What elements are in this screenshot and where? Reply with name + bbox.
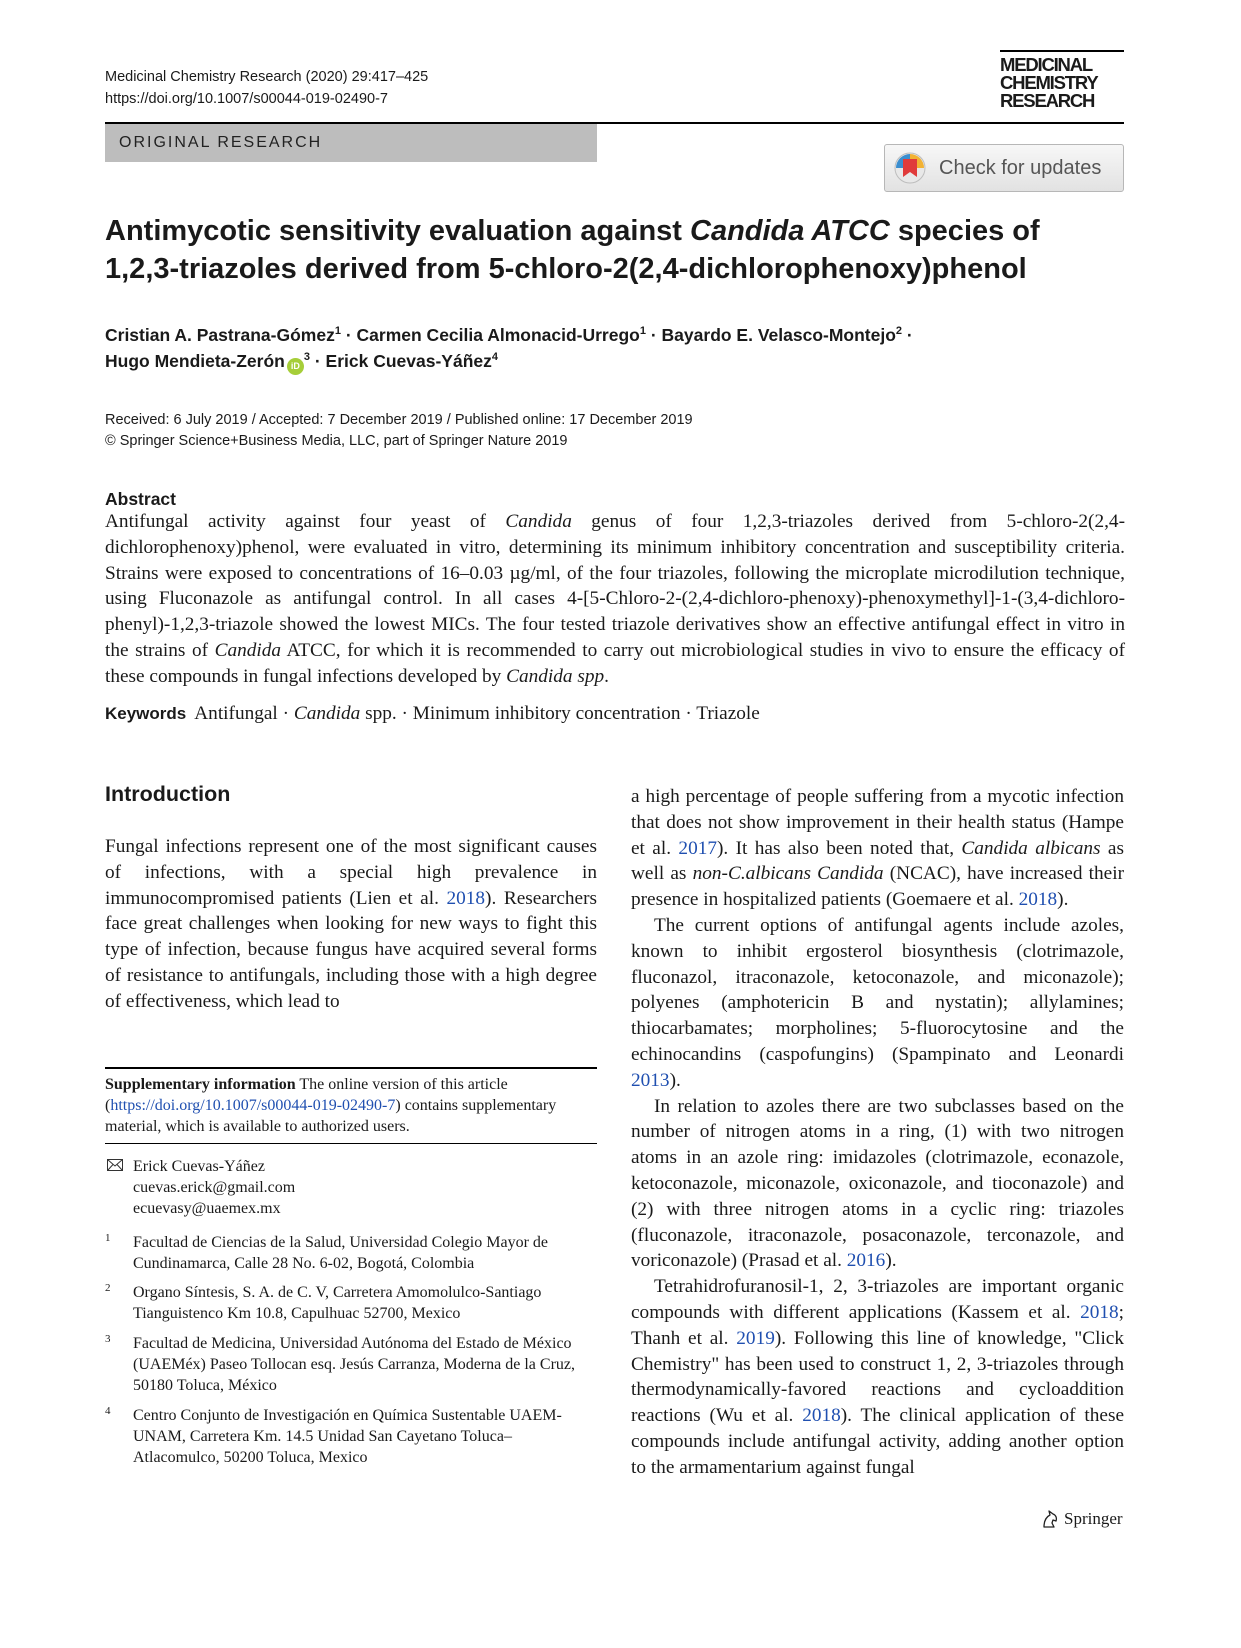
author-name[interactable]: Bayardo E. Velasco-Montejo: [661, 325, 896, 345]
text: ; Thanh et al.: [631, 1301, 1124, 1349]
supplementary-information: [105, 1074, 597, 1137]
keyword: Candida: [293, 703, 361, 724]
publisher-logo: [1040, 1509, 1123, 1529]
contact-email[interactable]: ecuevasy@uaemex.mx: [133, 1200, 281, 1217]
orcid-icon[interactable]: iD: [287, 358, 304, 375]
paragraph: [631, 784, 1124, 913]
affiliation-text: Centro Conjunto de Investigación en Química Sustentable UAEM-UNAM, Carretera Km. 14.5 Unidad San Cayetano Toluca–Atlacomulco, 50200 Toluca, Mexico: [133, 1407, 562, 1466]
publication-dates: [105, 410, 693, 452]
author-name[interactable]: Cristian A. Pastrana-Gómez: [105, 325, 335, 345]
citation-link[interactable]: 2016: [846, 1250, 886, 1272]
citation-link[interactable]: 2018: [1080, 1301, 1119, 1323]
dates-line: Received: 6 July 2019 / Accepted: 7 December 2019 / Published online: 17 December 2019: [105, 412, 693, 428]
logo-line: CHEMISTRY: [1000, 72, 1098, 93]
author-name[interactable]: Carmen Cecilia Almonacid-Urrego: [356, 325, 640, 345]
author-separator: ·: [309, 351, 326, 371]
author-name[interactable]: Hugo Mendieta-Zerón: [105, 351, 285, 371]
title-text: species of: [889, 215, 1040, 247]
title-italic: Candida ATCC: [690, 215, 890, 247]
text: ). Following this line of knowledge, "Click Chemistry" has been used to construct 1, 2, 3-triazoles through thermodynamically-favored reactions and cycloaddition reactions (Wu et al.: [631, 1327, 1124, 1427]
text: In relation to azoles there are two subclasses based on the number of nitrogen atoms in a ring, (1) with two nitrogen atoms in an azole ring: imidazoles (clotrimazole, econazole, ketoconazole, miconazole, oxiconazole, and tioconazole) and (2) with three nitrogen atoms in a cyclic ring: triazoles (fluconazole, itraconazole, posaconazole, terconazole, and voriconazole) (Prasad et al.: [631, 1095, 1124, 1272]
keywords-label: Keywords: [105, 704, 187, 723]
text: (NCAC), have increased their presence in hospitalized patients (Goemaere et al.: [631, 863, 1124, 911]
paragraph: [631, 1274, 1124, 1480]
copyright-line: © Springer Science+Business Media, LLC, part of Springer Nature 2019: [105, 433, 568, 449]
keyword-separator: ·: [396, 703, 413, 724]
author-name[interactable]: Erick Cuevas-Yáñez: [325, 351, 492, 371]
text: The current options of antifungal agents include azoles, known to inhibit ergosterol biosynthesis (clotrimazole, fluconazol, itraconazole, ketoconazole, and miconazole); polyenes (amphotericin B and nystatin); allylamines; thiocarbamates; morpholines; 5-fluorocytosine and the echinocandins (caspofungins) (Spampinato and Leonardi: [631, 914, 1124, 1065]
text: Fungal infections represent one of the most significant causes of infections, with a special high prevalence in immunocompromised patients (Lien et al.: [105, 836, 597, 909]
keyword-separator: ·: [680, 703, 697, 724]
text: Tetrahidrofuranosil-1, 2, 3-triazoles are important organic compounds with different applications (Kassem et al.: [631, 1276, 1124, 1323]
contact-name: Erick Cuevas-Yáñez: [133, 1158, 265, 1175]
introduction-heading: Introduction: [105, 782, 231, 806]
paper-title: [105, 212, 1125, 288]
section-label: ORIGINAL RESEARCH: [105, 124, 597, 162]
abstract-text: genus of four 1,2,3-triazoles derived from 5-chloro-2(2,4-dichlorophenoxy)phenol, were evaluated in vitro, determining its minimum inhibitory concentration and susceptibility criteria. Strains were exposed to concentrations of 16–0.03 µg/ml, of the four triazoles, following the microplate microdilution technique, using Fluconazole as antifungal control. In all cases 4-[5-Chloro-2-(2,4-dichloro-phenoxy)-phenoxymethyl]-1-(3,4-dichloro-phenyl)-1,2,3-triazole showed the lowest MICs. The four tested triazole derivatives show an effective antifungal effect in vitro in the strains of: [105, 511, 1125, 661]
supplementary-label: Supplementary information: [105, 1076, 296, 1093]
abstract-text: Antifungal activity against four yeast of: [105, 511, 506, 532]
abstract-italic: Candida spp: [506, 665, 605, 687]
text: a high percentage of people suffering from a mycotic infection that does not show improvement in their health status (Hampe et al.: [631, 786, 1124, 859]
supplementary-link[interactable]: https://doi.org/10.1007/s00044-019-02490-7: [110, 1097, 396, 1114]
affiliation-text: Organo Síntesis, S. A. de C. V, Carretera Amomolulco-Santiago Tianguistenco Km 10.8, Capulhuac 52700, Mexico: [133, 1284, 542, 1322]
introduction-right-column: [631, 784, 1124, 1481]
introduction-left-column: [105, 834, 597, 1015]
text: ). Researchers face great challenges when looking for new ways to fight this type of infection, because fungus have acquired several forms of resistance to antifungals, including those with a high degree of effectiveness, which lead to: [105, 887, 598, 1012]
author-affiliation-marker: 3: [303, 351, 310, 363]
italic-text: Candida albicans: [961, 837, 1101, 859]
affiliation: [105, 1232, 597, 1274]
envelope-icon: [107, 1159, 123, 1171]
abstract-italic: Candida: [214, 639, 282, 661]
author-separator: ·: [340, 325, 357, 345]
text: The online version of this article (: [105, 1076, 508, 1114]
citation-link[interactable]: 2018: [802, 1405, 841, 1427]
text: ). It has also been noted that,: [716, 837, 962, 859]
springer-horse-icon: [1040, 1509, 1060, 1529]
affiliation-number: 2: [105, 1282, 111, 1294]
affiliation: [105, 1282, 597, 1324]
citation-link[interactable]: 2019: [736, 1327, 775, 1349]
citation-link[interactable]: 2013: [631, 1069, 670, 1091]
text: ).: [885, 1250, 897, 1272]
affiliation-text: Facultad de Medicina, Universidad Autónoma del Estado de México (UAEMéx) Paseo Tollocan esq. Jesús Carranza, Moderna de la Cruz, 50180 Toluca, México: [133, 1335, 576, 1394]
author-list: [105, 322, 1125, 375]
author-affiliation-marker: 1: [639, 325, 646, 337]
keyword-separator: ·: [277, 703, 294, 724]
logo-line: MEDICINAL: [1000, 54, 1092, 75]
keyword: Minimum inhibitory concentration: [412, 703, 681, 724]
affiliation-number: 3: [105, 1333, 111, 1345]
keyword: spp.: [360, 703, 397, 724]
citation-link[interactable]: 2017: [678, 837, 717, 859]
paragraph: [105, 834, 597, 1015]
journal-logo: [1000, 50, 1124, 110]
italic-text: non-C.albicans Candida: [692, 863, 884, 885]
author-affiliation-marker: 4: [491, 351, 499, 363]
author-affiliation-marker: 2: [895, 325, 903, 337]
author-separator: ·: [645, 325, 662, 345]
publisher-name: Springer: [1064, 1509, 1123, 1528]
affiliation: [105, 1405, 597, 1468]
text: ).: [1057, 889, 1069, 911]
abstract-text: .: [604, 665, 609, 687]
abstract-italic: Candida: [505, 511, 572, 532]
author-separator: ·: [902, 325, 913, 345]
affiliation-number: 4: [105, 1405, 111, 1417]
contact-email[interactable]: cuevas.erick@gmail.com: [133, 1179, 296, 1196]
footnote-rule: [105, 1067, 597, 1069]
abstract-body: [105, 509, 1125, 690]
author-affiliation-marker: 1: [334, 325, 341, 337]
keyword: Triazole: [696, 703, 760, 724]
text: ) contains supplementary material, which is available to authorized users.: [105, 1097, 557, 1135]
affiliation-number: 1: [105, 1232, 111, 1244]
title-text: Antimycotic sensitivity evaluation against: [105, 215, 690, 247]
check-for-updates-button[interactable]: [884, 144, 1124, 192]
title-text: 1,2,3-triazoles derived from 5-chloro-2(2,4-dichlorophenoxy)phenol: [105, 253, 1027, 285]
logo-line: RESEARCH: [1000, 90, 1095, 111]
text: ).: [669, 1069, 681, 1091]
journal-citation: Medicinal Chemistry Research (2020) 29:417–425: [105, 69, 429, 85]
crossmark-icon: [893, 151, 927, 185]
check-for-updates-label: Check for updates: [939, 156, 1102, 179]
abstract-heading: Abstract: [105, 489, 176, 509]
journal-citation-block: [105, 66, 428, 110]
paragraph: [631, 913, 1124, 1094]
affiliation-text: Facultad de Ciencias de la Salud, Universidad Colegio Mayor de Cundinamarca, Calle 28 No. 6-02, Bogotá, Colombia: [133, 1234, 549, 1272]
keywords: [105, 701, 760, 727]
citation-link[interactable]: 2018: [1018, 889, 1058, 911]
abstract-text: ATCC, for which it is recommended to carry out microbiological studies in vivo to ensure the efficacy of these compounds in fungal infections developed by: [105, 639, 1125, 687]
corresponding-author: [105, 1156, 597, 1219]
affiliation: [105, 1333, 597, 1396]
text: ). The clinical application of these compounds include antifungal activity, adding another option to the armamentarium against fungal: [631, 1405, 1125, 1478]
text: as well as: [631, 837, 1124, 885]
paragraph: [631, 1094, 1124, 1275]
footnote-rule: [105, 1143, 597, 1144]
doi-link[interactable]: https://doi.org/10.1007/s00044-019-02490-7: [105, 91, 388, 107]
keyword: Antifungal: [194, 703, 278, 724]
citation-link[interactable]: 2018: [446, 887, 486, 909]
